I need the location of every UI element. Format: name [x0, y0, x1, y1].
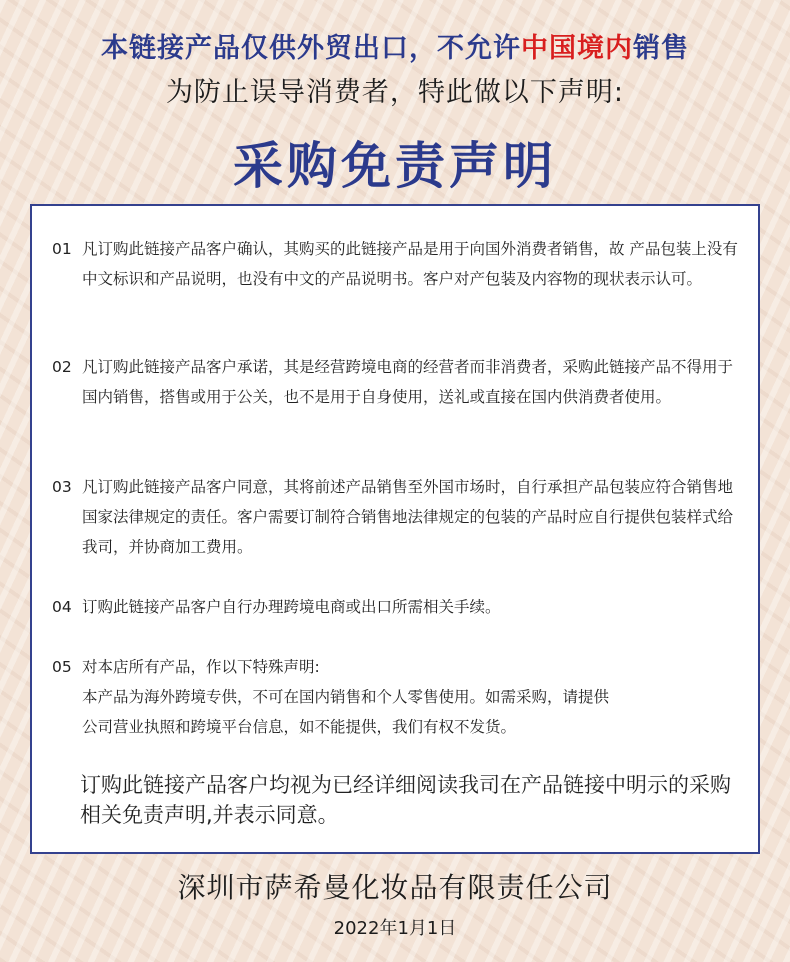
clause-subtext-line: 公司营业执照和跨境平台信息，如不能提供，我们有权不发货。 — [82, 718, 517, 736]
clause-05 — [52, 652, 742, 742]
clause-text: 订购此链接产品客户自行办理跨境电商或出口所需相关手续。 — [82, 598, 501, 616]
company-name: 深圳市萨希曼化妆品有限责任公司 — [177, 871, 613, 904]
clause-number: 04 — [52, 598, 72, 616]
issue-date: 2022年1月1日 — [333, 918, 457, 939]
header-notice-prefix: 本链接产品仅供外贸出口，不允许 — [101, 33, 521, 64]
clause-02 — [52, 352, 742, 412]
clause-subtext-line: 本产品为海外跨境专供，不可在国内销售和个人零售使用。如需采购，请提供 — [82, 688, 610, 706]
header-notice-suffix: 销售 — [633, 33, 689, 64]
clause-number: 03 — [52, 478, 72, 496]
clause-number: 02 — [52, 358, 72, 376]
clause-number: 01 — [52, 240, 72, 258]
clause-04 — [52, 592, 742, 622]
clause-03 — [52, 472, 742, 562]
clause-text: 凡订购此链接产品客户承诺，其是经营跨境电商的经营者而非消费者，采购此链接产品不得用于国内销售，搭售或用于公关，也不是用于自身使用，送礼或直接在国内供消费者使用。 — [82, 358, 734, 406]
clause-text: 凡订购此链接产品客户同意，其将前述产品销售至外国市场时，自行承担产品包装应符合销售地国家法律规定的责任。客户需要订制符合销售地法律规定的包装的产品时应自行提供包装样式给我司，并协商加工费用。 — [82, 478, 734, 556]
clause-text: 对本店所有产品，作以下特殊声明: — [82, 658, 320, 676]
disclaimer-panel — [30, 204, 760, 854]
clause-01 — [52, 234, 742, 294]
header-notice-highlight: 中国境内 — [521, 33, 633, 64]
page-title: 采购免责声明 — [233, 137, 557, 195]
clause-number: 05 — [52, 658, 72, 676]
header-notice — [0, 26, 790, 65]
header-subnotice: 为防止误导消费者，特此做以下声明: — [165, 77, 625, 108]
closing-statement: 订购此链接产品客户均视为已经详细阅读我司在产品链接中明示的采购相关免责声明,并表示同意。 — [80, 773, 731, 827]
clause-text: 凡订购此链接产品客户确认，其购买的此链接产品是用于向国外消费者销售，故 产品包装上没有中文标识和产品说明，也没有中文的产品说明书。客户对产包装及内容物的现状表示认可。 — [82, 240, 738, 288]
